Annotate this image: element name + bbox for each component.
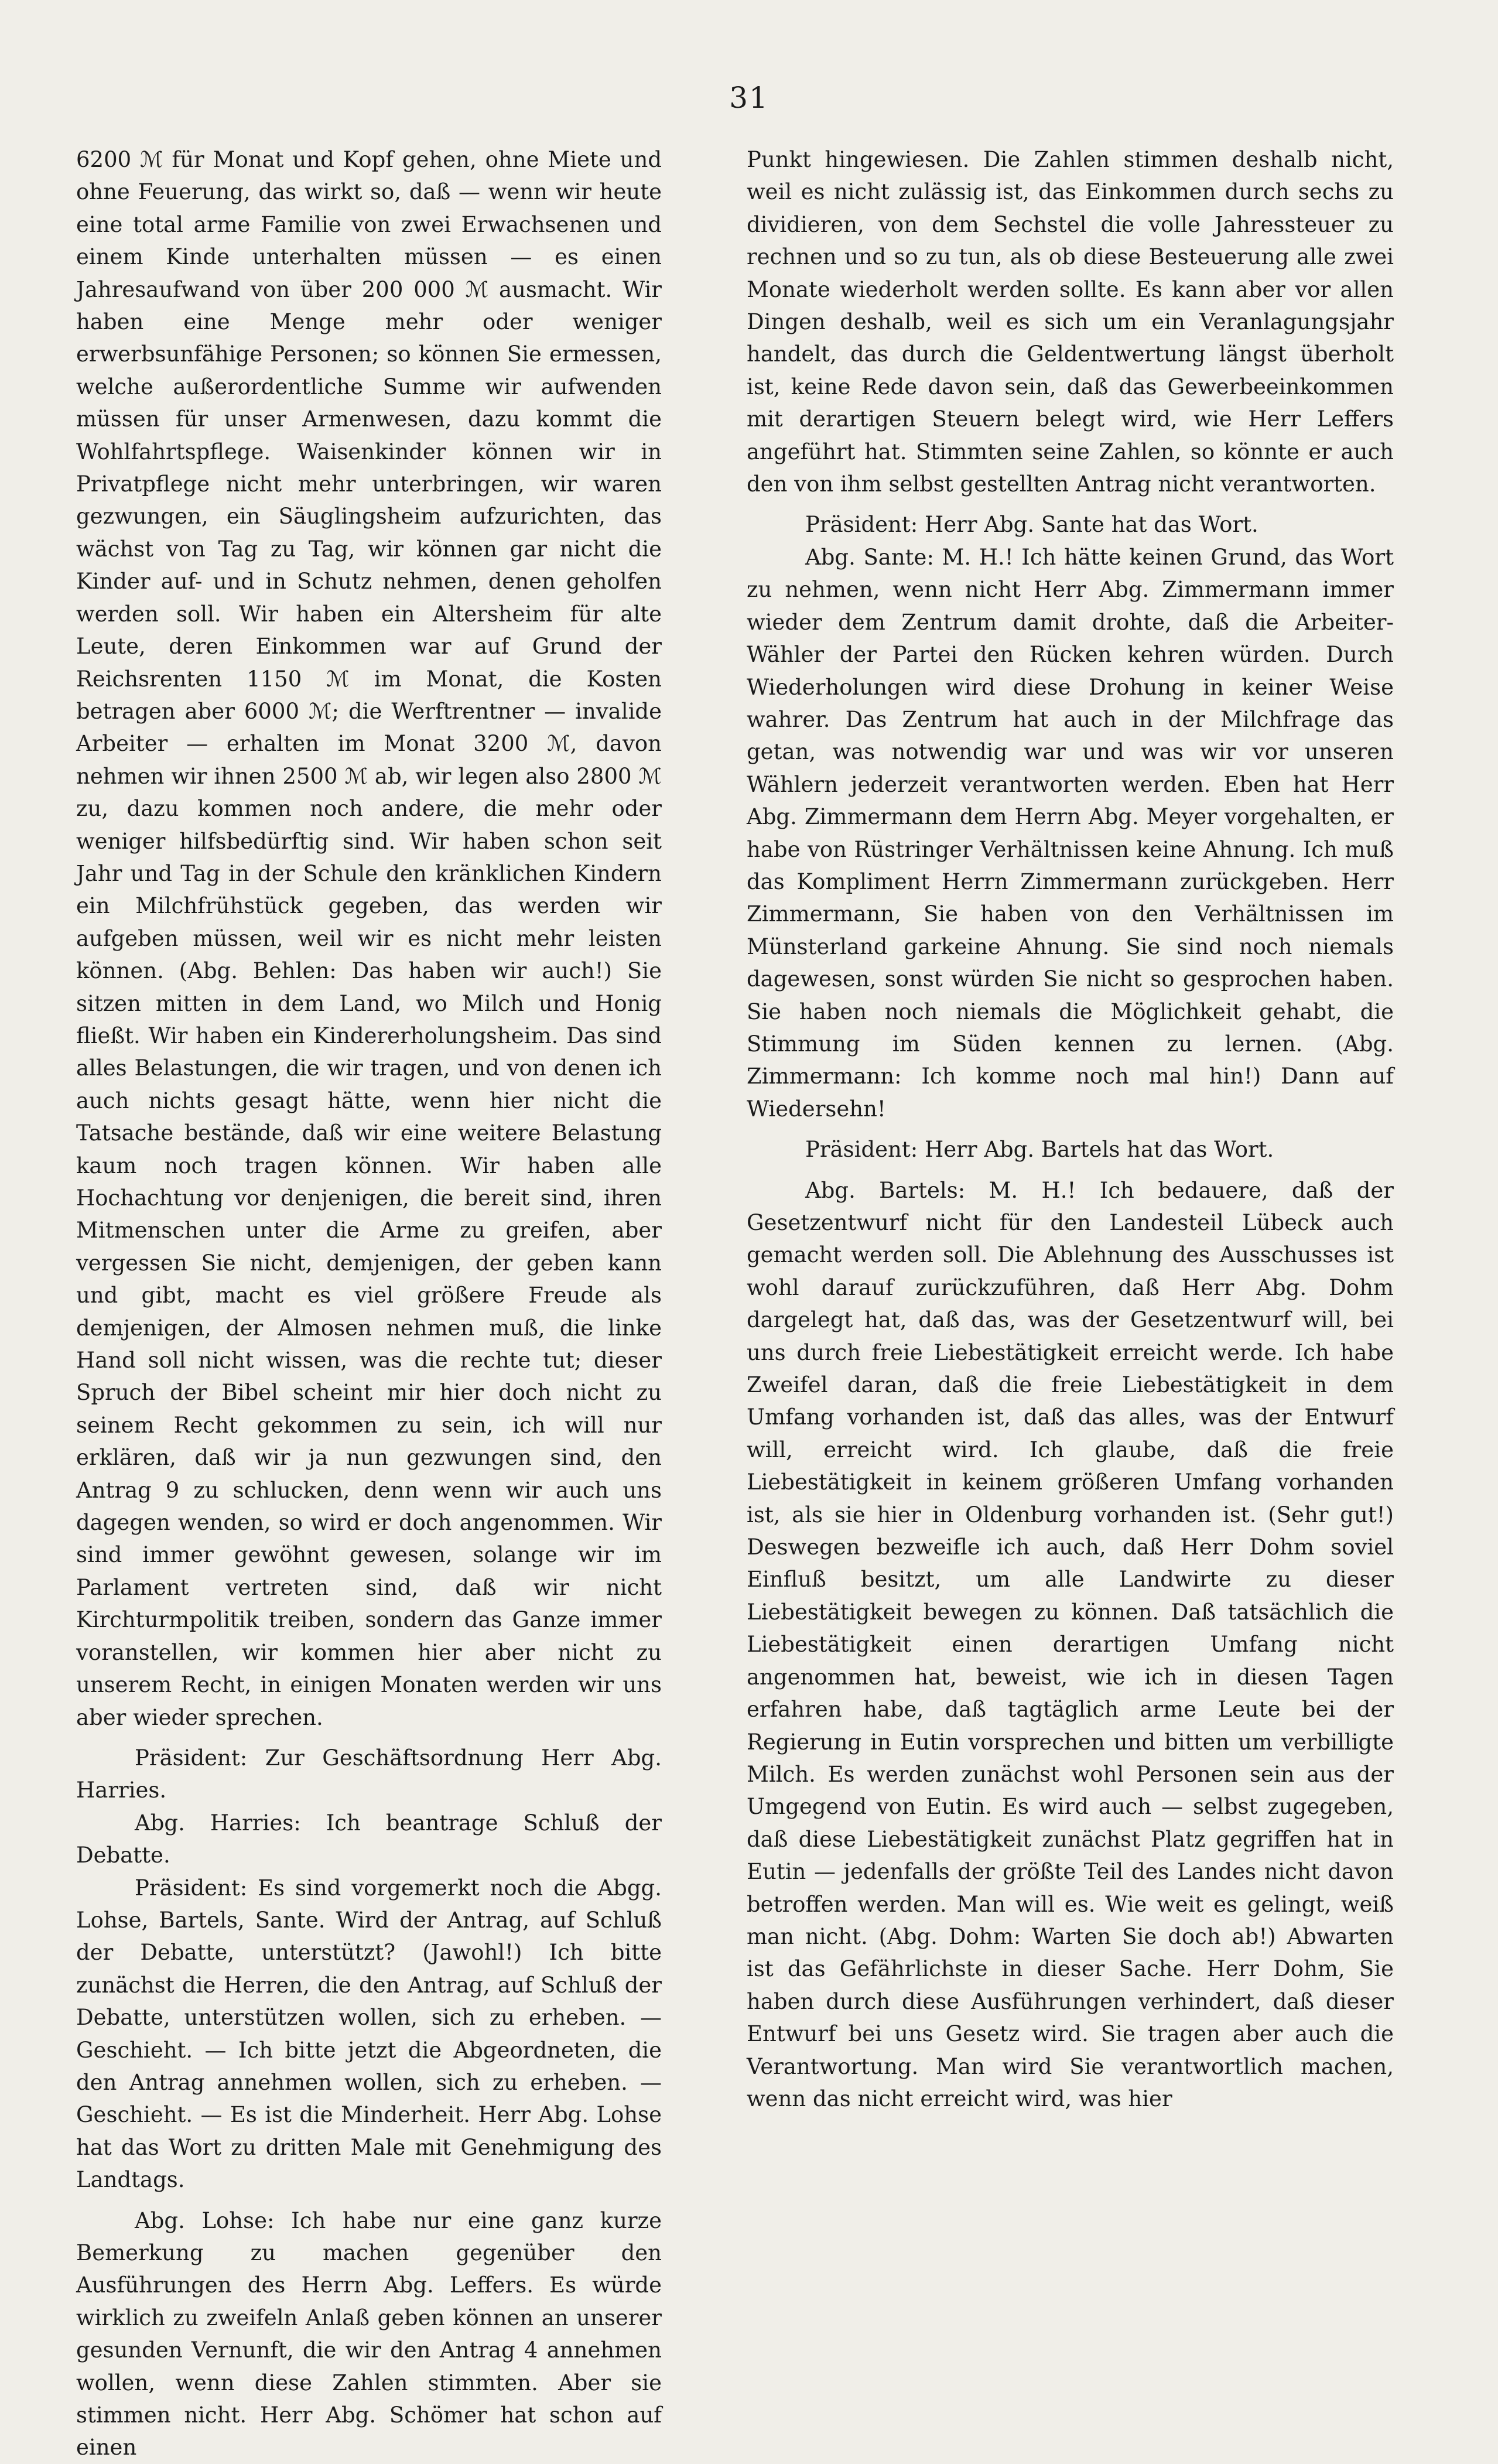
paragraph: Punkt hingewiesen. Die Zahlen stimmen deshalb nicht, weil es nicht zulässig ist, das Einkommen durch sechs zu dividieren, von dem Sechstel die volle Jahressteuer zu rechnen und so zu tun, als ob diese Besteuerung alle zwei Monate wiederholt werden sollte. Es kann aber vor allen Dingen deshalb, weil es sich um ein Veranlagungsjahr handelt, das durch die Geldentwertung längst überholt ist, keine Rede davon sein, daß das Gewerbeeinkommen mit derartigen Steuern belegt wird, wie Herr Leffers angeführt hat. Stimmten seine Zahlen, so könnte er auch den von ihm selbst gestellten Antrag nicht verantworten. [747, 147, 1394, 497]
paragraph: Präsident: Herr Abg. Bartels hat das Wort. [805, 1137, 1274, 1163]
paragraph: Abg. Lohse: Ich habe nur eine ganz kurze Bemerkung zu machen gegenüber den Ausführungen des Herrn Abg. Leffers. Es würde wirklich zu zweifeln Anlaß geben können an unserer gesunden Vernunft, die wir den Antrag 4 annehmen wollen, wenn diese Zahlen stimmten. Aber sie stimmen nicht. Herr Abg. Schömer hat schon auf einen [76, 2207, 662, 2460]
paragraph: Abg. Bartels: M. H.! Ich bedauere, daß der Gesetzentwurf nicht für den Landesteil Lübeck auch gemacht werden soll. Die Ablehnung des Ausschusses ist wohl darauf zurückzuführen, daß Herr Abg. Dohm dargelegt hat, daß das, was der Gesetzentwurf will, bei uns durch freie Liebestätigkeit erreicht werde. Ich habe Zweifel daran, daß die freie Liebestätigkeit in dem Umfang vorhanden ist, daß das alles, was der Entwurf will, erreicht wird. Ich glaube, daß die freie Liebestätigkeit in keinem größeren Umfang vorhanden ist, als sie hier in Oldenburg vorhanden ist. (Sehr gut!) Deswegen bezweifle ich auch, daß Herr Dohm soviel Einfluß besitzt, um alle Landwirte zu dieser Liebestätigkeit bewegen zu können. Daß tatsächlich die Liebestätigkeit einen derartigen Umfang nicht angenommen hat, beweist, wie ich in diesen Tagen erfahren habe, daß tagtäglich arme Leute bei der Regierung in Eutin vorsprechen und bitten um verbilligte Milch. Es werden zunächst wohl Personen sein aus der Umgegend von Eutin. Es wird auch — selbst zugegeben, daß diese Liebestätigkeit zunächst Platz gegriffen hat in Eutin — jedenfalls der größte Teil des Landes nicht davon betroffen werden. Man will es. Wie weit es gelingt, weiß man nicht. (Abg. Dohm: Warten Sie doch ab!) Abwarten ist das Gefährlichste in dieser Sache. Herr Dohm, Sie haben durch diese Ausführungen verhindert, daß dieser Entwurf bei uns Gesetz wird. Sie tragen aber auch die Verantwortung. Man wird Sie verantwortlich machen, wenn das nicht erreicht wird, was hier [747, 1177, 1394, 2111]
paragraph: Präsident: Es sind vorgemerkt noch die Abgg. Lohse, Bartels, Sante. Wird der Antrag, auf Schluß der Debatte, unterstützt? (Jawohl!) Ich bitte zunächst die Herren, die den Antrag, auf Schluß der Debatte, unterstützen wollen, sich zu erheben. — Geschieht. — Ich bitte jetzt die Abgeordneten, die den Antrag annehmen wollen, sich zu erheben. — Geschieht. — Es ist die Minderheit. Herr Abg. Lohse hat das Wort zu dritten Male mit Genehmigung des Landtags. [76, 1875, 662, 2193]
paragraph: Abg. Harries: Ich beantrage Schluß der Debatte. [76, 1810, 662, 1868]
paragraph: Abg. Sante: M. H.! Ich hätte keinen Grund, das Wort zu nehmen, wenn nicht Herr Abg. Zimmermann immer wieder dem Zentrum damit drohte, daß die Arbeiter-Wähler der Partei den Rücken kehren würden. Durch Wiederholungen wird diese Drohung in keiner Weise wahrer. Das Zentrum hat auch in der Milchfrage das getan, was notwendig war und was wir vor unseren Wählern jederzeit verantworten werden. Eben hat Herr Abg. Zimmermann dem Herrn Abg. Meyer vorgehalten, er habe von Rüstringer Verhältnissen keine Ahnung. Ich muß das Kompliment Herrn Zimmermann zurückgeben. Herr Zimmermann, Sie haben von den Verhältnissen im Münsterland garkeine Ahnung. Sie sind noch niemals dagewesen, sonst würden Sie nicht so gesprochen haben. Sie haben noch niemals die Möglichkeit gehabt, die Stimmung im Süden kennen zu lernen. (Abg. Zimmermann: Ich komme noch mal hin!) Dann auf Wiedersehn! [747, 544, 1394, 1122]
page-number: 31 [729, 81, 769, 115]
left-column [76, 143, 662, 2464]
paragraph: Präsident: Herr Abg. Sante hat das Wort. [805, 512, 1258, 538]
right-column [747, 143, 1394, 2115]
paragraph: Präsident: Zur Geschäftsordnung Herr Abg. Harries. [76, 1745, 662, 1803]
paragraph: 6200 ℳ für Monat und Kopf gehen, ohne Miete und ohne Feuerung, das wirkt so, daß — wenn wir heute eine total arme Familie von zwei Erwachsenen und einem Kinde unterhalten müssen — es einen Jahresaufwand von über 200 000 ℳ ausmacht. Wir haben eine Menge mehr oder weniger erwerbsunfähige Personen; so können Sie ermessen, welche außerordentliche Summe wir aufwenden müssen für unser Armenwesen, dazu kommt die Wohlfahrtspflege. Waisenkinder können wir in Privatpflege nicht mehr unterbringen, wir waren gezwungen, ein Säuglingsheim aufzurichten, das wächst von Tag zu Tag, wir können gar nicht die Kinder auf- und in Schutz nehmen, denen geholfen werden soll. Wir haben ein Altersheim für alte Leute, deren Einkommen war auf Grund der Reichsrenten 1150 ℳ im Monat, die Kosten betragen aber 6000 ℳ; die Werftrentner — invalide Arbeiter — erhalten im Monat 3200 ℳ, davon nehmen wir ihnen 2500 ℳ ab, wir legen also 2800 ℳ zu, dazu kommen noch andere, die mehr oder weniger hilfsbedürftig sind. Wir haben schon seit Jahr und Tag in der Schule den kränklichen Kindern ein Milchfrühstück gegeben, das werden wir aufgeben müssen, weil wir es nicht mehr leisten können. (Abg. Behlen: Das haben wir auch!) Sie sitzen mitten in dem Land, wo Milch und Honig fließt. Wir haben ein Kindererholungsheim. Das sind alles Belastungen, die wir tragen, und von denen ich auch nichts gesagt hätte, wenn hier nicht die Tatsache bestände, daß wir eine weitere Belastung kaum noch tragen können. Wir haben alle Hochachtung vor denjenigen, die bereit sind, ihren Mitmenschen unter die Arme zu greifen, aber vergessen Sie nicht, demjenigen, der geben kann und gibt, macht es viel größere Freude als demjenigen, der Almosen nehmen muß, die linke Hand soll nicht wissen, was die rechte tut; dieser Spruch der Bibel scheint mir hier doch nicht zu seinem Recht gekommen zu sein, ich will nur erklären, daß wir ja nun gezwungen sind, den Antrag 9 zu schlucken, denn wenn wir auch uns dagegen wenden, so wird er doch angenommen. Wir sind immer gewöhnt gewesen, solange wir im Parlament vertreten sind, daß wir nicht Kirchturmpolitik treiben, sondern das Ganze immer voranstellen, wir kommen hier aber nicht zu unserem Recht, in einigen Monaten werden wir uns aber wieder sprechen. [76, 147, 662, 1730]
